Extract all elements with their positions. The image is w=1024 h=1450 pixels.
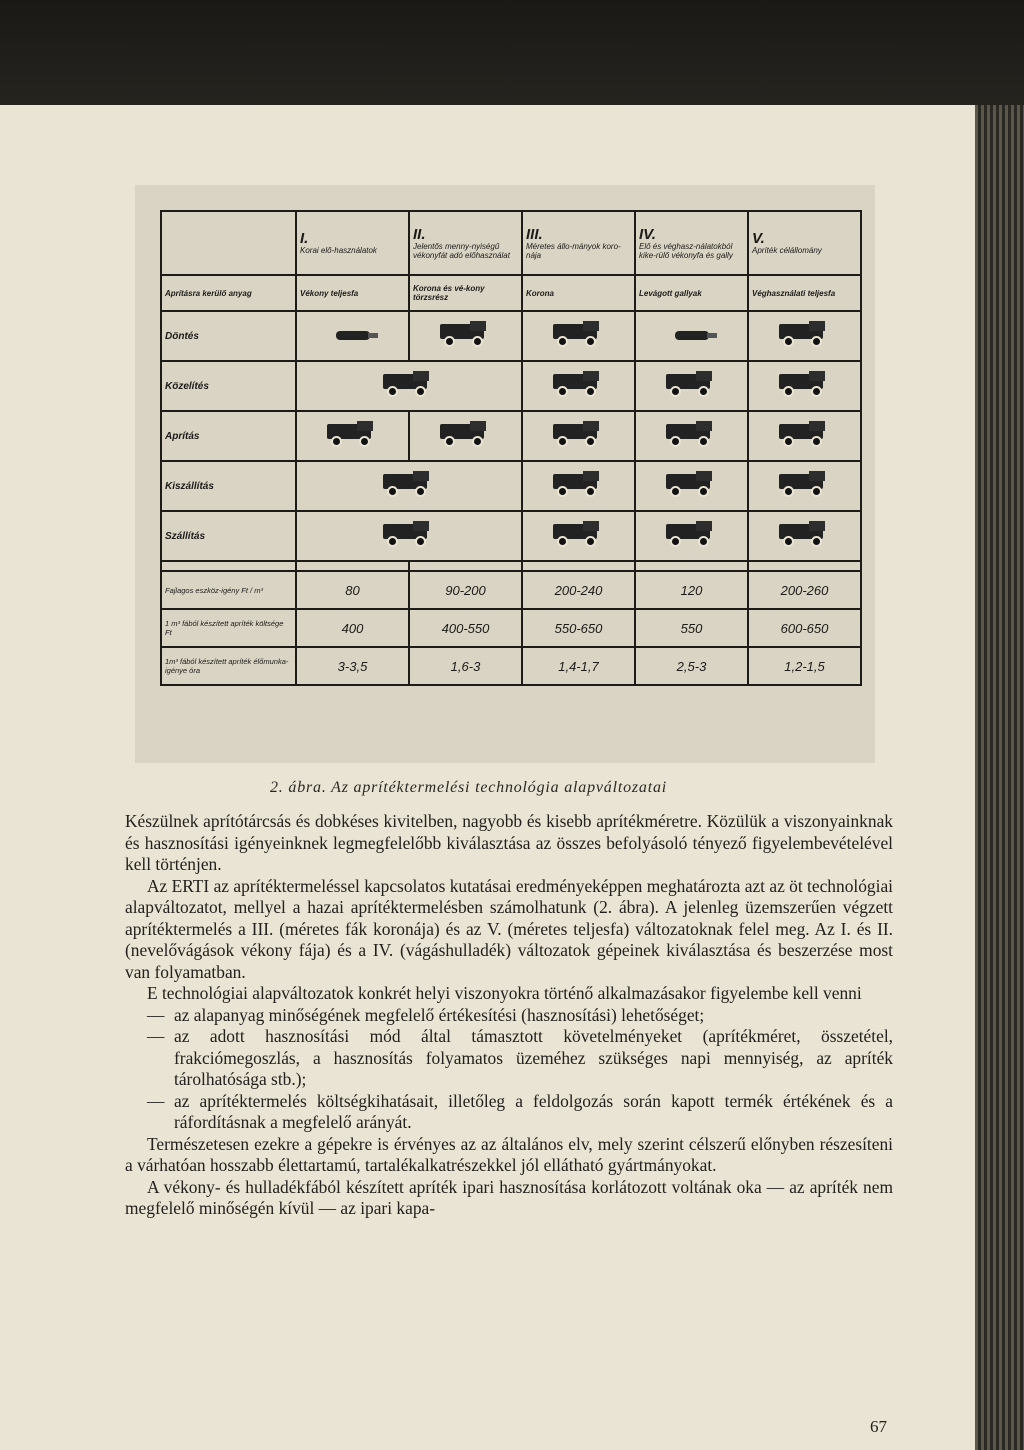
dash-list-item: — az alapanyag minőségének megfelelő értékesítési (hasznosítási) lehetőséget;	[147, 1004, 705, 1025]
operation-row-hauling	[161, 461, 861, 511]
cost-value: 550-650	[522, 609, 635, 647]
technology-table	[160, 210, 862, 686]
chipper-icon	[296, 411, 409, 461]
figure-caption: 2. ábra. Az aprítéktermelési technológia alapváltozatai	[270, 779, 667, 796]
cost-value: 1,2-1,5	[748, 647, 861, 685]
cost-value: 1,4-1,7	[522, 647, 635, 685]
operation-label: Közelítés	[161, 361, 296, 411]
paragraph: Készülnek aprítótárcsás és dobkéses kivitelben, nagyobb és kisebb aprítékméretre. Közülük a viszonyainknak és hasznosítási igényeinknek legmegfelelőbb kiválasztása az összes befolyásoló tényező figyelembevételével kell történjen.	[125, 811, 893, 874]
truck-icon	[635, 511, 748, 561]
paragraph: E technológiai alapváltozatok konkrét helyi viszonyokra történő alkalmazásakor figyelembe kell venni	[147, 983, 862, 1003]
operation-row-chipping	[161, 411, 861, 461]
corner-cell	[161, 211, 296, 275]
column-header-3: III. Méretes állo-mányok koro-nája	[522, 211, 635, 275]
paragraph: Az ERTI az aprítéktermeléssel kapcsolatos kutatásai eredményeképpen meghatározta azt az öt technológiai alapváltozatot, mellyel a hazai aprítéktermelésben számolhatunk (2. ábra). A jelenleg üzemszerűen végzett aprítéktermelés a III. (méretes fák koronája) és az V. (méretes teljesfa) változatoknak felel meg. Az I. és II. (nevelővágások vékony fája) és a IV. (vágáshulladék) változatok gépeinek kiválasztása és beszerzése most van folyamatban.	[125, 875, 893, 982]
truck-icon	[522, 511, 635, 561]
background-top	[0, 0, 1024, 110]
dash-list-item: — az adott hasznosítási mód által támasztott követelményeket (aprítékméret, összetétel, frakciómegoszlás, a hasznosítás folyamatos üzeméhez szükséges napi mennyiség, az apríték tárolhatósága stb.);	[147, 1026, 893, 1089]
cost-value: 400	[296, 609, 409, 647]
header-row	[161, 211, 861, 275]
chainsaw-icon	[635, 311, 748, 361]
material-cell-1: Vékony teljesfa	[296, 275, 409, 311]
truck-icon	[748, 511, 861, 561]
column-header-5: V. Apríték célállomány	[748, 211, 861, 275]
page-edges	[975, 105, 1024, 1450]
operation-row-transport	[161, 511, 861, 561]
cost-value: 90-200	[409, 571, 522, 609]
paragraph: A vékony- és hulladékfából készített apríték ipari hasznosítása korlátozott voltának oka — az apríték nem megfelelő minőségén kívül — az ipari kapa-	[125, 1176, 893, 1218]
cost-value: 2,5-3	[635, 647, 748, 685]
tractor-icon	[409, 311, 522, 361]
dump-trailer-icon	[296, 461, 522, 511]
dash-marker: —	[147, 1004, 165, 1025]
operation-row-felling	[161, 311, 861, 361]
body-text	[125, 811, 893, 1220]
cost-value: 400-550	[409, 609, 522, 647]
material-cell-2: Korona és vé-kony törzsrész	[409, 275, 522, 311]
page-number: 67	[870, 1417, 887, 1436]
cost-value: 1,6-3	[409, 647, 522, 685]
column-header-4: IV. Elő és véghasz-nálatokból kike-rülő vékonyfa és gally	[635, 211, 748, 275]
truck-icon	[296, 511, 522, 561]
operation-label: Aprítás	[161, 411, 296, 461]
loader-icon	[748, 361, 861, 411]
dash-marker: —	[147, 1090, 165, 1111]
dash-marker: —	[147, 1026, 165, 1046]
cost-row	[161, 609, 861, 647]
paragraph: Természetesen ezekre a gépekre is érvényes az az általános elv, mely szerint célszerű előnyben részesíteni a várhatóan hosszabb élettartamú, tartalékalkatrészekkel jól ellátható gyártmányokat.	[125, 1133, 893, 1175]
truck-trailer-icon	[748, 461, 861, 511]
cost-row	[161, 647, 861, 685]
dump-trailer-icon	[635, 461, 748, 511]
cost-row	[161, 571, 861, 609]
cost-value: 200-240	[522, 571, 635, 609]
dash-list-item: — az aprítéktermelés költségkihatásait, illetőleg a feldolgozás során kapott termék értékének és a ráfordításnak a megfelelő arányát.	[147, 1090, 893, 1132]
chipper-truck-icon	[409, 411, 522, 461]
harvester-icon	[522, 311, 635, 361]
material-cell-4: Levágott gallyak	[635, 275, 748, 311]
chainsaw-icon	[296, 311, 409, 361]
cost-row-label: 1m³ fából készített apríték élőmunka-igénye óra	[161, 647, 296, 685]
cost-row-label: 1 m³ fából készített apríték költsége Ft	[161, 609, 296, 647]
cost-value: 120	[635, 571, 748, 609]
cost-value: 550	[635, 609, 748, 647]
forwarder-icon	[522, 361, 635, 411]
operation-label: Döntés	[161, 311, 296, 361]
material-row	[161, 275, 861, 311]
loader-icon	[635, 361, 748, 411]
material-cell-5: Véghasználati teljesfa	[748, 275, 861, 311]
material-cell-3: Korona	[522, 275, 635, 311]
chipper-crane-icon	[748, 411, 861, 461]
chipper-icon	[522, 411, 635, 461]
column-header-1: I. Korai elő-használatok	[296, 211, 409, 275]
operation-label: Szállítás	[161, 511, 296, 561]
truck-trailer-icon	[522, 461, 635, 511]
skidder-icon	[296, 361, 522, 411]
column-header-2: II. Jelentős menny-nyiségű vékonyfát adó előhasználat	[409, 211, 522, 275]
cost-value: 80	[296, 571, 409, 609]
operation-row-skidding	[161, 361, 861, 411]
cost-value: 200-260	[748, 571, 861, 609]
cost-row-label: Fajlagos eszköz-igény Ft / m³	[161, 571, 296, 609]
material-label: Aprításra kerülő anyag	[161, 275, 296, 311]
harvester-icon	[748, 311, 861, 361]
operation-label: Kiszállítás	[161, 461, 296, 511]
cost-value: 600-650	[748, 609, 861, 647]
cost-value: 3-3,5	[296, 647, 409, 685]
chipper-icon	[635, 411, 748, 461]
table-gap	[161, 561, 861, 571]
